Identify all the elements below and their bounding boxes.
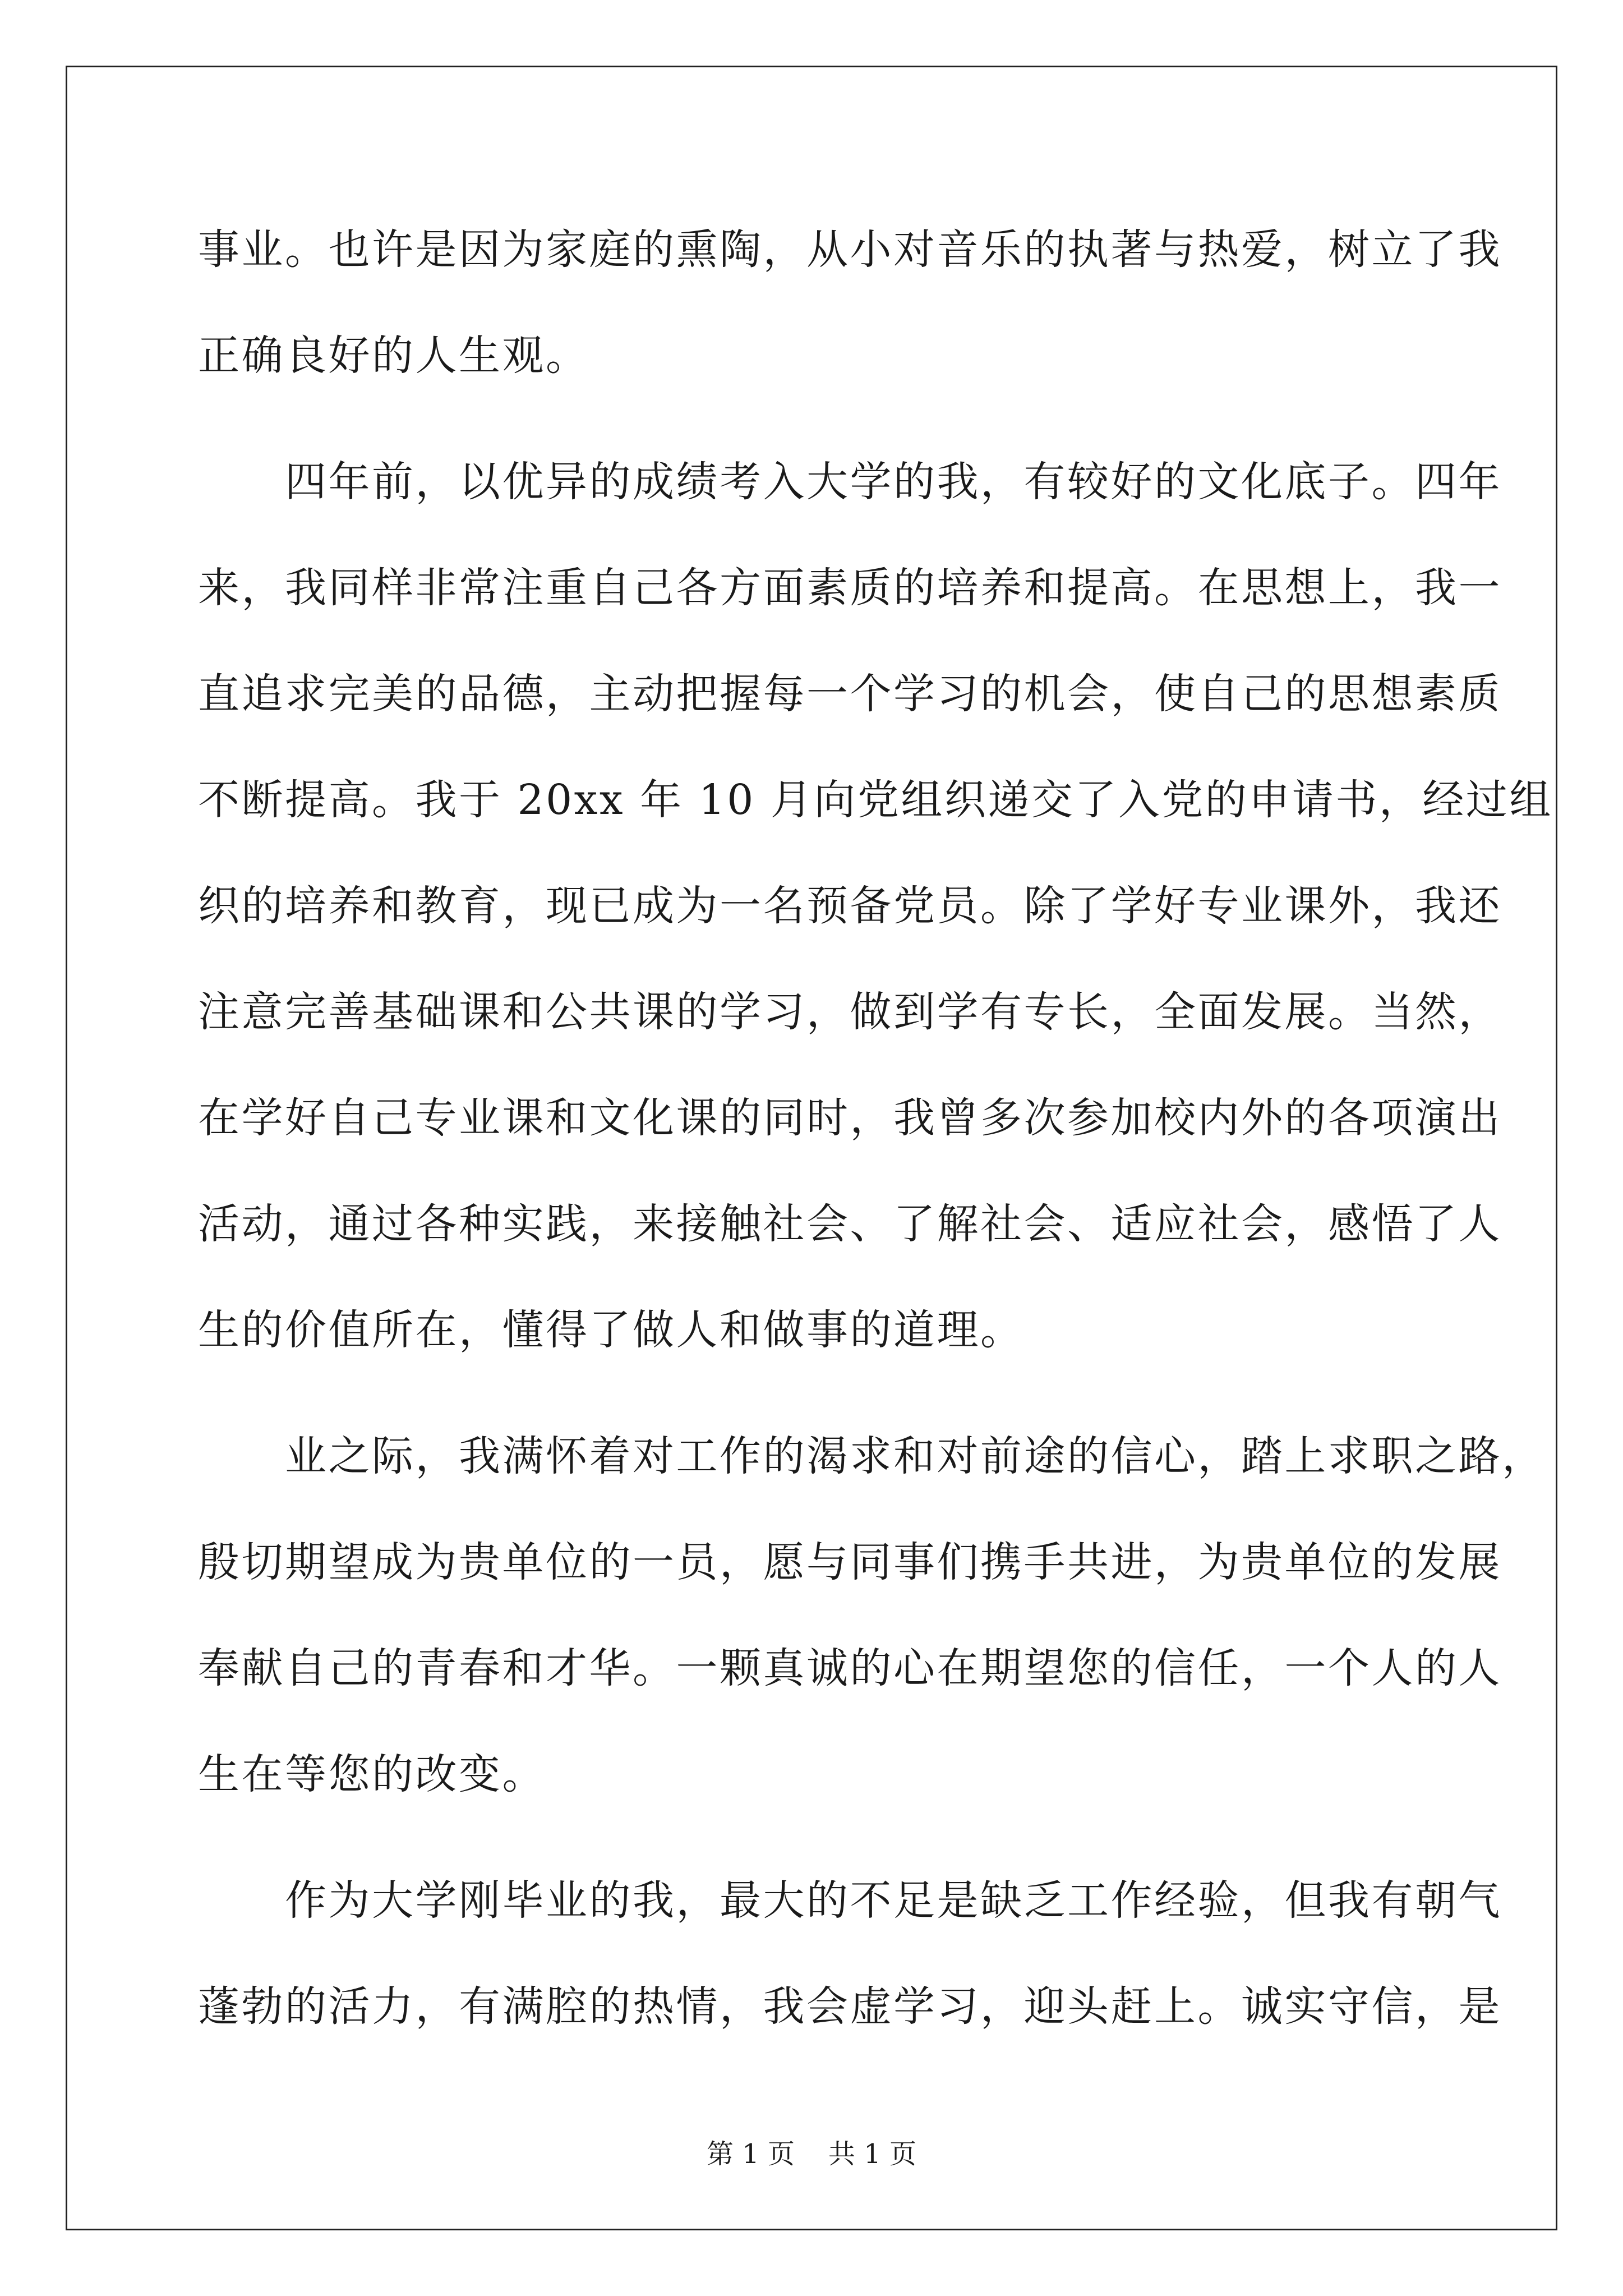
- page-total: 共 1 页: [828, 2138, 917, 2170]
- text-line: 生的价值所在，懂得了做人和做事的道理。: [198, 1306, 1024, 1354]
- text-line: 织的培养和教育，现已成为一名预备党员。除了学好专业课外，我还: [198, 882, 1502, 930]
- text-line: 生在等您的改变。: [198, 1750, 546, 1798]
- text-line: 殷切期望成为贵单位的一员，愿与同事们携手共进，为贵单位的发展: [198, 1538, 1502, 1586]
- text-line: 直追求完美的品德，主动把握每一个学习的机会，使自己的思想素质: [198, 670, 1502, 718]
- text-line: 作为大学刚毕业的我，最大的不足是缺乏工作经验，但我有朝气: [198, 1876, 1502, 1925]
- page-footer: [0, 2137, 1623, 2171]
- page-number: 第 1 页: [706, 2138, 795, 2170]
- text-line: 奉献自己的青春和才华。一颗真诚的心在期望您的信任，一个人的人: [198, 1644, 1502, 1692]
- text-line: 事业。也许是因为家庭的熏陶，从小对音乐的执著与热爱，树立了我: [198, 226, 1502, 274]
- document-body: [198, 216, 1553, 2079]
- text-line: 四年前，以优异的成绩考入大学的我，有较好的文化底子。四年: [198, 458, 1502, 506]
- text-line: 活动，通过各种实践，来接触社会、了解社会、适应社会，感悟了人: [198, 1200, 1502, 1248]
- text-line: 正确良好的人生观。: [198, 332, 589, 380]
- text-line: 注意完善基础课和公共课的学习，做到学有专长，全面发展。当然，: [198, 988, 1502, 1036]
- text-line: 在学好自己专业课和文化课的同时，我曾多次参加校内外的各项演出: [198, 1094, 1502, 1142]
- text-line: 来，我同样非常注重自己各方面素质的培养和提高。在思想上，我一: [198, 564, 1502, 612]
- text-line: 不断提高。我于 20xx 年 10 月向党组织递交了入党的申请书，经过组: [198, 776, 1553, 824]
- text-line: 蓬勃的活力，有满腔的热情，我会虚学习，迎头赶上。诚实守信，是: [198, 1982, 1502, 2031]
- text-line: 业之际，我满怀着对工作的渴求和对前途的信心，踏上求职之路，: [198, 1432, 1546, 1480]
